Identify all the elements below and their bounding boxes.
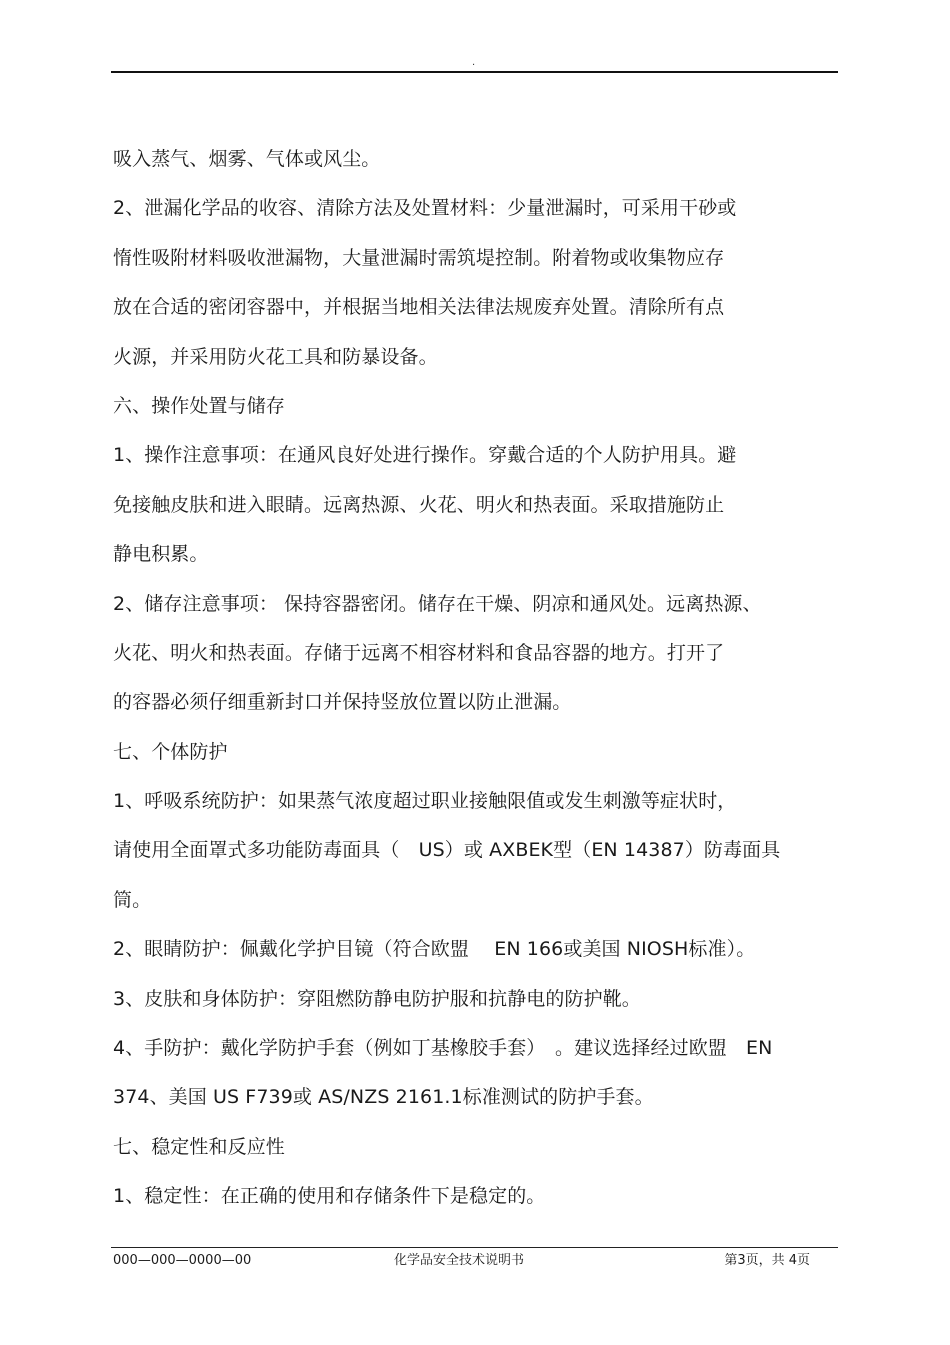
text-line: 1、呼吸系统防护：如果蒸气浓度超过职业接触限值或发生刺激等症状时， xyxy=(113,790,737,813)
text-line: 3、皮肤和身体防护：穿阻燃防静电防护服和抗静电的防护靴。 xyxy=(113,987,641,1010)
text-line: 惰性吸附材料吸收泄漏物，大量泄漏时需筑堤控制。附着物或收集物应存 xyxy=(113,246,725,269)
section-heading: 六、操作处置与储存 xyxy=(113,394,285,417)
footer-rule xyxy=(111,1247,838,1248)
text-line: 374、美国 US F739或 AS/NZS 2161.1标准测试的防护手套。 xyxy=(113,1086,654,1109)
text-line: 1、操作注意事项：在通风良好处进行操作。穿戴合适的个人防护用具。避 xyxy=(113,444,737,467)
text-line: 静电积累。 xyxy=(113,543,209,566)
text-line: 2、眼睛防护：佩戴化学护目镜（符合欧盟 EN 166或美国 NIOSH标准）。 xyxy=(113,938,756,961)
text-line: 2、泄漏化学品的收容、清除方法及处置材料：少量泄漏时，可采用干砂或 xyxy=(113,197,737,220)
document-body xyxy=(113,135,848,1222)
footer-doc-title: 化学品安全技术说明书 xyxy=(394,1253,525,1268)
text-line: 火花、明火和热表面。存储于远离不相容材料和食品容器的地方。打开了 xyxy=(113,641,725,664)
section-heading: 七、稳定性和反应性 xyxy=(113,1135,285,1158)
text-line: 免接触皮肤和进入眼睛。远离热源、火花、明火和热表面。采取措施防止 xyxy=(113,493,725,516)
page-footer xyxy=(113,1252,810,1270)
text-line: 1、稳定性：在正确的使用和存储条件下是稳定的。 xyxy=(113,1185,546,1208)
footer-page-number: 第3页，共 4页 xyxy=(724,1253,810,1268)
section-heading: 七、个体防护 xyxy=(113,740,228,763)
header-rule xyxy=(111,71,838,73)
text-line: 的容器必须仔细重新封口并保持竖放位置以防止泄漏。 xyxy=(113,691,572,714)
text-line: 请使用全面罩式多功能防毒面具（ US）或 AXBEK型（EN 14387）防毒面具 xyxy=(113,839,781,862)
text-line: 2、储存注意事项： 保持容器密闭。储存在干燥、阴凉和通风处。远离热源、 xyxy=(113,592,762,615)
header-dot: . xyxy=(472,57,476,68)
footer-doc-code: 000—000—0000—00 xyxy=(113,1253,252,1268)
text-line: 火源，并采用防火花工具和防暴设备。 xyxy=(113,345,438,368)
text-line: 4、手防护：戴化学防护手套（例如丁基橡胶手套） 。建议选择经过欧盟 EN xyxy=(113,1037,773,1060)
text-line: 筒。 xyxy=(113,888,152,911)
text-line: 放在合适的密闭容器中，并根据当地相关法律法规废弃处置。清除所有点 xyxy=(113,296,725,319)
text-line: 吸入蒸气、烟雾、气体或风尘。 xyxy=(113,148,381,170)
